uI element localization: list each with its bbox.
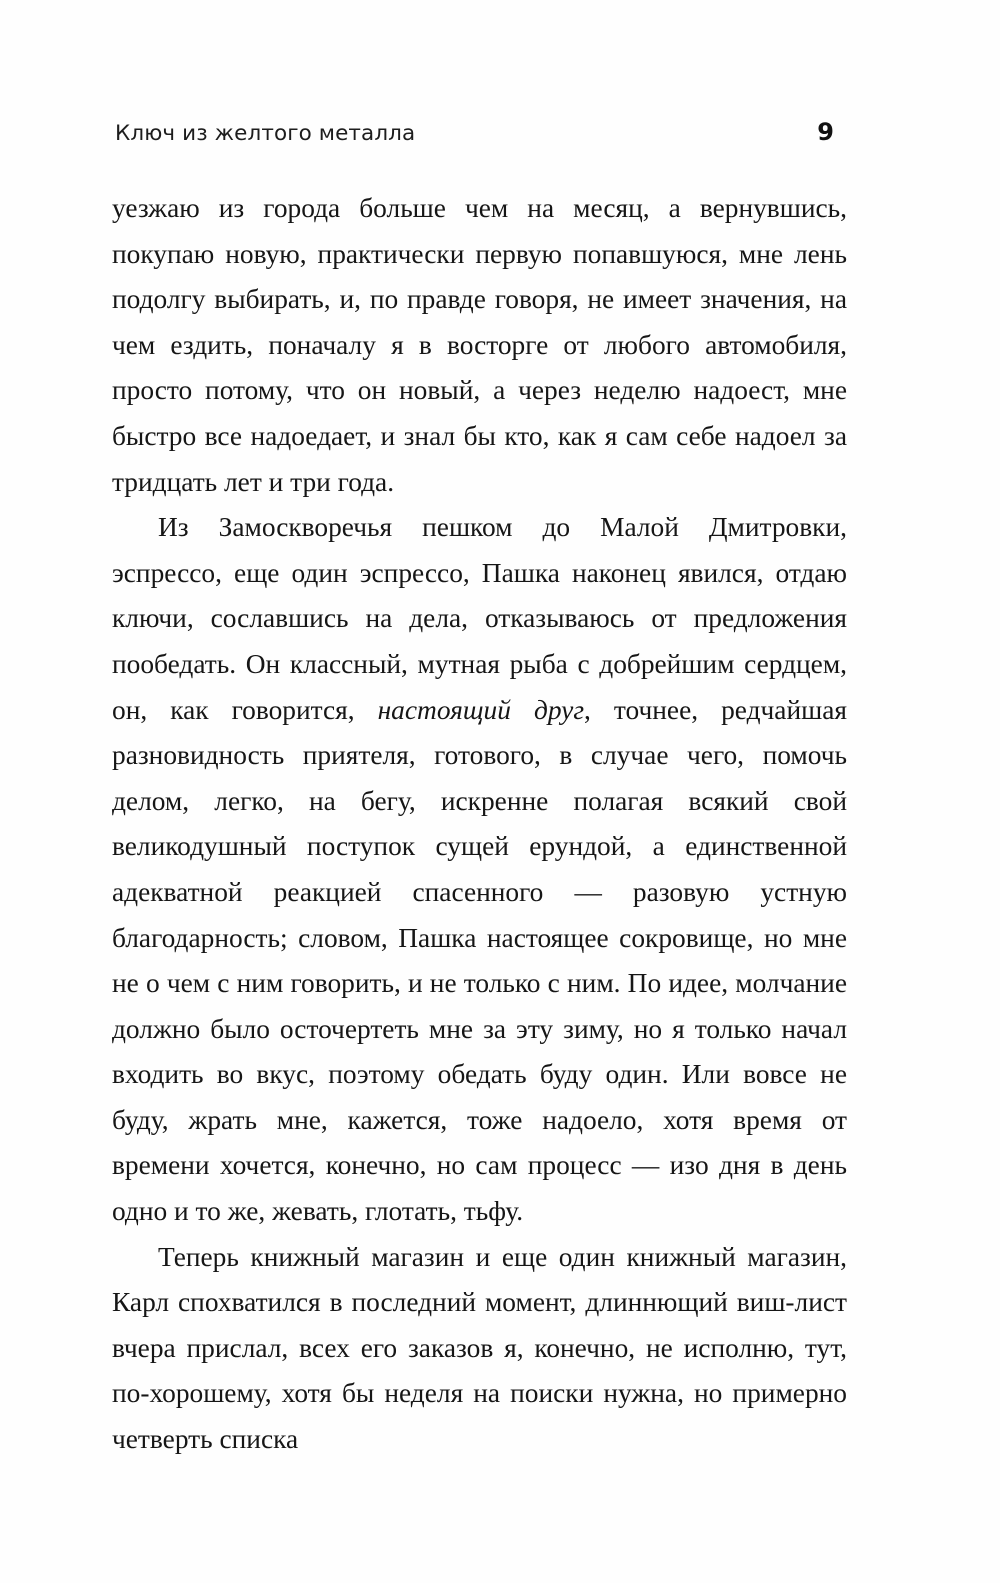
page-number: 9: [817, 118, 834, 146]
running-head: [112, 118, 842, 146]
paragraph: уезжаю из города больше чем на месяц, а вернувшись, покупаю новую, практически первую попавшуюся, мне лень подолгу выбирать, и, по правде говоря, не имеет значения, на чем ездить, поначалу я в восторге от любого автомобиля, просто потому, что он новый, а через неделю надоест, мне быстро все надоедает, и знал бы кто, как я сам себе надоел за тридцать лет и три года.: [112, 193, 847, 497]
emphasis-text: настоящий друг: [377, 694, 585, 725]
paragraph: Из Замоскворечья пешком до Малой Дмитровки, эспрессо, еще один эспрессо, Пашка наконец явился, отдаю ключи, сославшись на дела, отказываюсь от предложения пообедать. Он классный, мутная рыба с добрейшим сердцем, он, как говорится, настоящий друг, точнее, редчайшая разновидность приятеля, готового, в случае чего, помочь делом, легко, на бегу, искренне полагая всякий свой великодушный поступок сущей ерундой, а единственной адекватной реакцией спасенного — разовую устную благодарность; словом, Пашка настоящее сокровище, но мне не о чем с ним говорить, и не только с ним. По идее, молчание должно было осточертеть мне за эту зиму, но я только начал входить во вкус, поэтому обедать буду один. Или вовсе не буду, жрать мне, кажется, тоже надоело, хотя время от времени хочется, конечно, но сам процесс — изо дня в день одно и то же, жевать, глотать, тьфу.: [112, 512, 847, 1227]
paragraph: Теперь книжный магазин и еще один книжный магазин, Карл спохватился в последний момент, длиннющий виш-лист вчера прислал, всех его заказов я, конечно, не исполню, тут, по-хорошему, хотя бы неделя на поиски нужна, но примерно четверть списка: [112, 1241, 847, 1455]
running-head-title: Ключ из желтого металла: [115, 121, 416, 146]
body-text: [112, 186, 847, 1463]
